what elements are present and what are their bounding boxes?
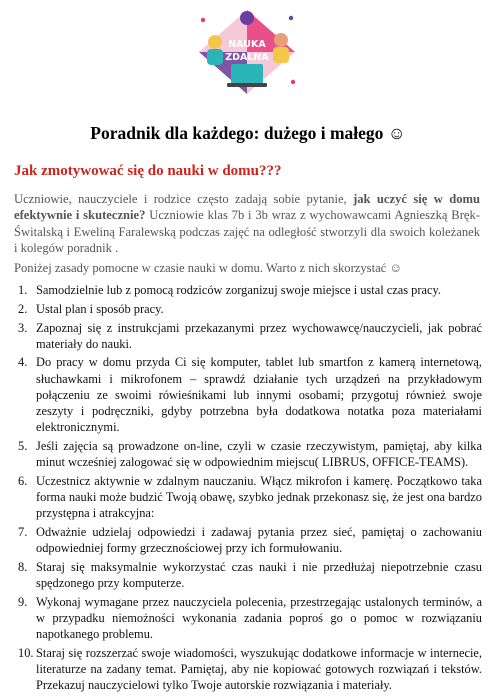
intro-text-2: Uczniowie klas 7b i 3b wraz z wychowawcami Agnieszką Bręk-Świtalską i Eweliną Faralewską podczas zajęć na odległość stworzyli dla swoich koleżanek i kolegów poradnik .	[14, 208, 480, 255]
nauka-zdalna-logo	[191, 4, 303, 96]
logo-line-1: NAUKA	[228, 39, 266, 50]
list-item-number: 3.	[18, 320, 28, 335]
list-item-number: 1.	[18, 283, 28, 297]
list-item-text: Uczestnicz aktywnie w zdalnym nauczaniu. Włącz mikrofon i kamerę. Początkowo taka forma nauki może budzić Twoją obawę, szybko jednak przekonasz się, że jest ona bardzo przystępna i atrakcyjna:	[36, 473, 482, 520]
list-item-number: 6.	[18, 473, 28, 488]
list-item	[14, 438, 482, 470]
list-item-text: Wykonaj wymagane przez nauczyciela polecenia, przestrzegając ustalonych terminów, a w przypadku niemożności wykonania zadania poproś go o pomoc w rozwiązaniu napotkanego problemu.	[36, 594, 482, 641]
list-item-number: 4.	[18, 355, 28, 370]
list-item-number: 5.	[18, 438, 28, 453]
list-item	[14, 559, 482, 591]
lead-paragraph: Poniżej zasady pomocne w czasie nauki w domu. Warto z nich skorzystać ☺	[14, 261, 403, 275]
list-item	[14, 354, 482, 435]
section-heading: Jak zmotywować się do nauki w domu???	[14, 163, 282, 179]
list-item-number: 2.	[18, 301, 28, 316]
list-item	[14, 524, 482, 556]
list-item	[14, 301, 482, 317]
list-item-text: Jeśli zajęcia są prowadzone on-line, czyli w czasie rzeczywistym, pamiętaj, aby kilka minut wcześniej zalogować się w odpowiednim miejscu( LIBRUS, OFFICE-TEAMS).	[36, 438, 482, 469]
logo-line-2: ZDALNA	[225, 52, 269, 63]
list-item-text: Staraj się maksymalnie wykorzystać czas nauki i nie przedłużaj niepotrzebnie czasu spędzonego przy komputerze.	[36, 559, 482, 590]
list-item	[14, 594, 482, 642]
list-item	[14, 320, 482, 352]
list-item-text: Odważnie udzielaj odpowiedzi i zadawaj pytania przez sieć, pamiętaj o zachowaniu odpowiedniej formy grzecznościowej przy ich formułowaniu.	[36, 524, 482, 555]
list-item-text: Staraj się rozszerzać swoje wiadomości, wyszukując dodatkowe informacje w internecie, literaturze na zadany temat. Pamiętaj, aby nie kopiować gotowych rozwiązań i tekstów. Przekazuj nauczycielowi tylko Twoje autorskie rozwiązania i materiały.	[36, 645, 482, 692]
list-item-text: Do pracy w domu przyda Ci się komputer, tablet lub smartfon z kamerą internetową, słuchawkami i mikrofonem – sprawdź działanie tych urządzeń na przykładowym połączeniu ze swoimi rówieśnikami lub innymi osobami; przygotuj również swoje zeszyty i podręczniki, gdyby potrzebna była dodatkowa notatka poza materiałami elektronicznymi.	[36, 355, 482, 435]
intro-paragraph	[14, 191, 480, 256]
list-item-text: Samodzielnie lub z pomocą rodziców zorganizuj swoje miejsce i ustal czas pracy.	[36, 283, 441, 297]
list-item-text: Ustal plan i sposób pracy.	[36, 301, 164, 316]
rules-list	[14, 282, 482, 696]
list-item-number: 9.	[18, 594, 28, 609]
list-item	[14, 645, 482, 693]
page-title: Poradnik dla każdego: dużego i małego ☺	[90, 123, 406, 143]
list-item	[14, 282, 482, 298]
list-item	[14, 473, 482, 521]
list-item-number: 7.	[18, 524, 28, 539]
list-item-number: 8.	[18, 559, 28, 574]
list-item-text: Zapoznaj się z instrukcjami przekazanymi przez wychowawcę/nauczycieli, jak pobrać materiały do nauki.	[36, 320, 482, 351]
intro-bold-question: jak uczyć się w domu efektywnie i skutecznie?	[14, 192, 480, 223]
list-item-number: 10.	[18, 645, 34, 660]
intro-text-1: Uczniowie, nauczyciele i rodzice często zadają sobie pytanie,	[14, 192, 354, 206]
